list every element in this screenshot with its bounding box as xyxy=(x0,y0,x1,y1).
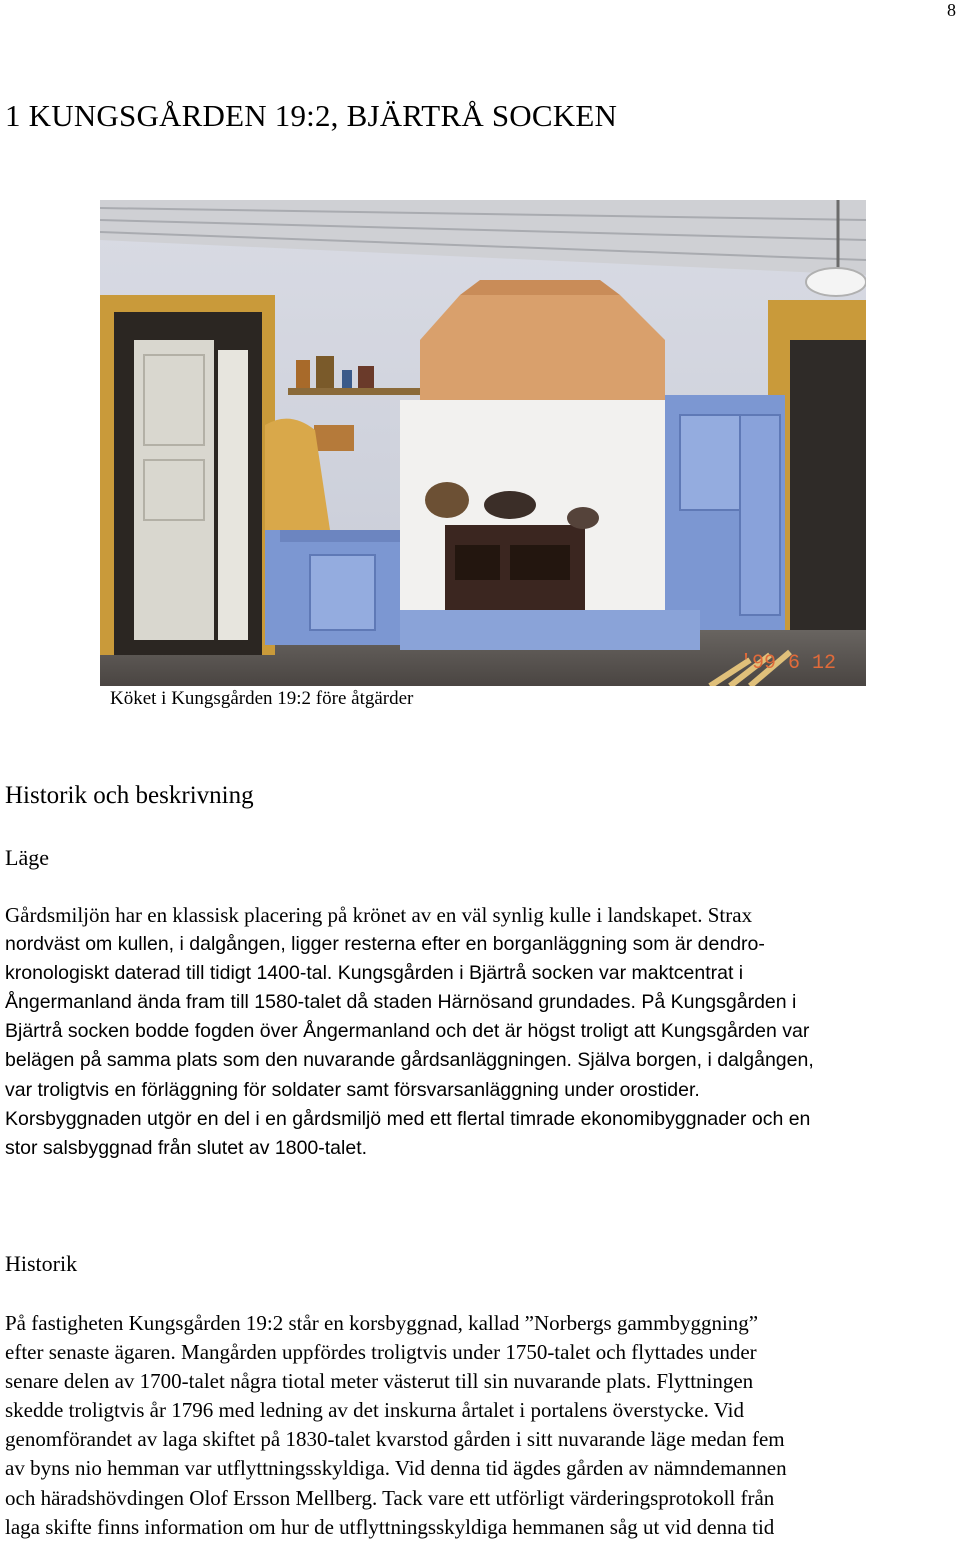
paragraph-line: kronologiskt daterad till tidigt 1400-tal. Kungsgården i Bjärtrå socken var maktcentrat i xyxy=(5,962,744,985)
page-title: 1 KUNGSGÅRDEN 19:2, BJÄRTRÅ SOCKEN xyxy=(5,98,618,133)
paragraph-line: Bjärtrå socken bodde fogden över Ångermanland och det är högst troligt att Kungsgården var xyxy=(5,1020,810,1043)
kitchen-photo xyxy=(100,200,866,686)
paragraph-line: nordväst om kullen, i dalgången, ligger resterna efter en borganläggning som är dendro- xyxy=(5,933,765,956)
photo-caption: Köket i Kungsgården 19:2 före åtgärder xyxy=(110,688,414,709)
paragraph-line: På fastigheten Kungsgården 19:2 står en korsbyggnad, kallad ”Norbergs gammbyggning” xyxy=(5,1311,759,1335)
paragraph-line: var troligtvis en förläggning för soldater samt försvarsanläggning under orostider. xyxy=(5,1078,700,1101)
paragraph-line: av byns nio hemman var utflyttningsskyldiga. Vid denna tid ägdes gården av nämndemannen xyxy=(5,1456,787,1481)
paragraph-line: senare delen av 1700-talet några tiotal meter västerut till sin nuvarande plats. Flyttningen xyxy=(5,1369,754,1394)
paragraph-line: Korsbyggnaden utgör en del i en gårdsmiljö med ett flertal timrade ekonomibyggnader och en xyxy=(5,1107,811,1130)
lage-paragraph xyxy=(5,901,960,1163)
stove-hood xyxy=(420,295,665,400)
section-heading: Historik och beskrivning xyxy=(5,782,254,809)
paragraph-line: genomförandet av laga skiftet på 1830-talet kvarstod gården i sitt nuvarande läge medan fem xyxy=(5,1427,785,1452)
page-number: 8 xyxy=(947,0,956,20)
paragraph-line: stor salsbyggnad från slutet av 1800-talet. xyxy=(5,1136,368,1159)
paragraph-line: belägen på samma plats som den nuvarande gårdsanläggningen. Själva borgen, i dalgången, xyxy=(5,1049,814,1072)
paragraph-line: Gårdsmiljön har en klassisk placering på krönet av en väl synlig kulle i landskapet. Strax xyxy=(5,903,753,927)
paragraph-line: Ångermanland ända fram till 1580-talet då staden Härnösand grundades. På Kungsgården i xyxy=(5,991,797,1014)
paragraph-line: laga skifte finns information om hur de utflyttningsskyldiga hemmanen såg ut vid denna tid xyxy=(5,1514,775,1539)
paragraph-line: efter senaste ägaren. Mangården uppfördes troligtvis under 1750-talet och flyttades under xyxy=(5,1340,757,1365)
kitchen-illustration xyxy=(100,200,866,686)
paragraph-line: skedde troligtvis år 1796 med ledning av det inskurna årtalet i portalens överstycke. Vid xyxy=(5,1398,744,1423)
paragraph-line: och häradshövdingen Olof Ersson Mellberg. Tack vare ett utförligt värderingsprotokoll från xyxy=(5,1485,775,1510)
lage-heading: Läge xyxy=(5,845,49,870)
historik-paragraph xyxy=(5,1309,960,1542)
date-stamp: '99 6 12 xyxy=(740,652,837,675)
historik-heading: Historik xyxy=(5,1251,78,1276)
